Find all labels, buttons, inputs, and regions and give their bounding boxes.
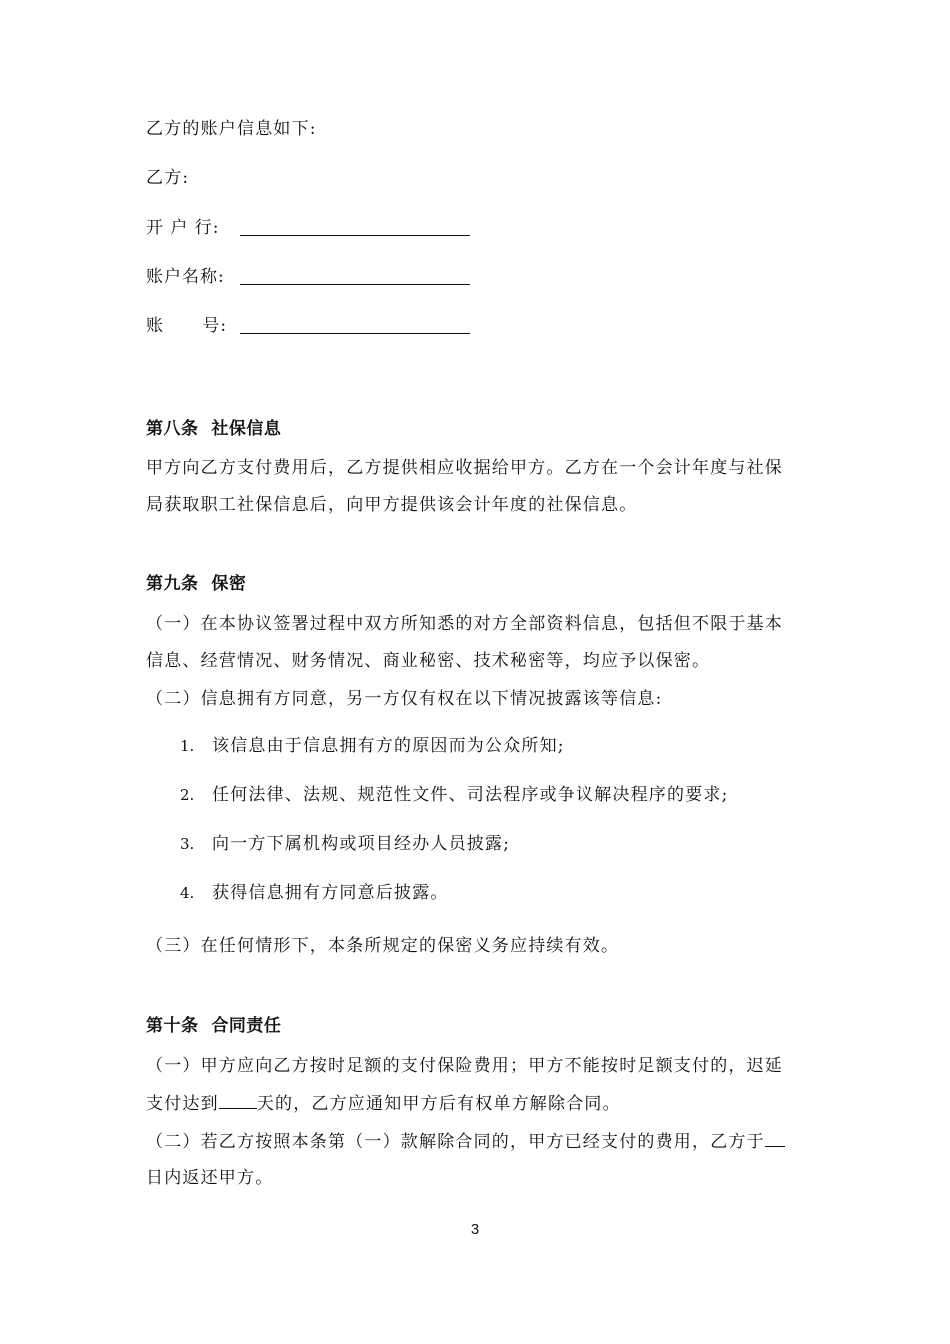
list-number: 1. [180, 737, 195, 755]
article-9-clause1-line1: （一）在本协议签署过程中双方所知悉的对方全部资料信息，包括但不限于基本 [146, 614, 783, 634]
article-10-heading: 第十条 合同责任 [146, 1016, 282, 1036]
article-10-clause1-line2 [146, 1092, 621, 1115]
list-number: 3. [180, 835, 195, 853]
bank-label: 开 户 行: [146, 218, 220, 238]
article-10-clause2-line1 [146, 1130, 785, 1153]
list-item: 获得信息拥有方同意后披露。 [212, 883, 449, 903]
article-8-heading: 第八条 社保信息 [146, 419, 282, 439]
list-number: 4. [180, 884, 195, 902]
article-10-clause2-line2: 日内返还甲方。 [146, 1168, 274, 1188]
account-intro: 乙方的账户信息如下: [146, 119, 317, 139]
page-number: 3 [470, 1221, 480, 1238]
clause1-text-b: 天的，乙方应通知甲方后有权单方解除合同。 [256, 1094, 621, 1114]
article-9-clause3: （三）在任何情形下，本条所规定的保密义务应持续有效。 [146, 936, 620, 956]
article-9-clause2: （二）信息拥有方同意，另一方仅有权在以下情况披露该等信息: [146, 689, 663, 709]
return-days-blank [765, 1130, 785, 1147]
account-name-label: 账户名称: [146, 267, 225, 287]
list-item: 任何法律、法规、规范性文件、司法程序或争议解决程序的要求; [212, 785, 729, 805]
account-party: 乙方: [146, 168, 190, 188]
bank-field [146, 217, 238, 239]
days-blank [219, 1092, 257, 1109]
account-number-label: 账 号: [146, 316, 228, 336]
list-item: 向一方下属机构或项目经办人员披露; [212, 834, 511, 854]
article-8-text-line2: 局获取职工社保信息后，向甲方提供该会计年度的社保信息。 [146, 495, 638, 515]
account-name-blank-line [240, 284, 470, 285]
bank-blank-line [240, 235, 470, 236]
clause2-text: （二）若乙方按照本条第（一）款解除合同的，甲方已经支付的费用，乙方于 [146, 1132, 765, 1152]
list-item: 该信息由于信息拥有方的原因而为公众所知; [212, 736, 565, 756]
article-8-text-line1: 甲方向乙方支付费用后，乙方提供相应收据给甲方。乙方在一个会计年度与社保 [146, 458, 783, 478]
clause1-text-a: 支付达到 [146, 1094, 219, 1114]
account-name-field [146, 266, 238, 288]
article-9-clause1-line2: 信息、经营情况、财务情况、商业秘密、技术秘密等，均应予以保密。 [146, 651, 711, 671]
account-number-blank-line [240, 333, 470, 334]
list-number: 2. [180, 786, 195, 804]
article-10-clause1-line1: （一）甲方应向乙方按时足额的支付保险费用；甲方不能按时足额支付的，迟延 [146, 1056, 783, 1076]
account-number-field [146, 315, 238, 337]
article-9-heading: 第九条 保密 [146, 574, 247, 594]
